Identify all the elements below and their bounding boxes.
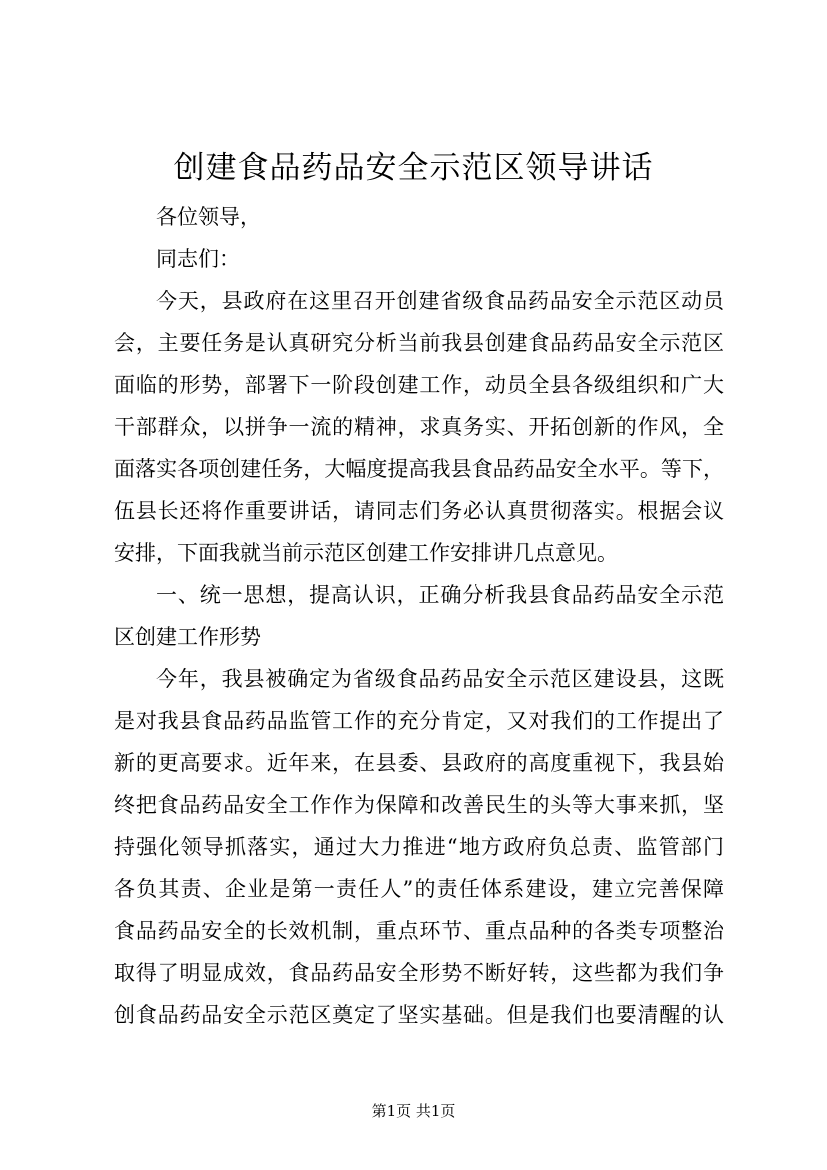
body-line: 干部群众，以拼争一流的精神，求真务实、开拓创新的作风，全 xyxy=(114,415,724,439)
body-line: 伍县长还将作重要讲话，请同志们务必认真贯彻落实。根据会议 xyxy=(114,499,724,523)
body-line: 一、统一思想，提高认识，正确分析我县食品药品安全示范 xyxy=(156,583,724,607)
document-body xyxy=(114,196,724,1036)
body-line: 终把食品药品安全工作作为保障和改善民生的头等大事来抓，坚 xyxy=(114,793,724,817)
body-line: 今年，我县被确定为省级食品药品安全示范区建设县，这既 xyxy=(156,667,724,691)
body-line: 面落实各项创建任务，大幅度提高我县食品药品安全水平。等下， xyxy=(114,457,724,481)
body-line: 取得了明显成效，食品药品安全形势不断好转，这些都为我们争 xyxy=(114,961,724,985)
body-line: 新的更高要求。近年来，在县委、县政府的高度重视下，我县始 xyxy=(114,751,724,775)
body-line: 安排，下面我就当前示范区创建工作安排讲几点意见。 xyxy=(114,541,618,565)
document-title: 创建食品药品安全示范区领导讲话 xyxy=(173,150,654,186)
body-line: 创食品药品安全示范区奠定了坚实基础。但是我们也要清醒的认 xyxy=(114,1003,724,1027)
body-line: 持强化领导抓落实，通过大力推进“地方政府负总责、监管部门 xyxy=(114,835,724,859)
body-line: 面临的形势，部署下一阶段创建工作，动员全县各级组织和广大 xyxy=(114,373,724,397)
page-footer: 第1页 共1页 xyxy=(371,1102,456,1120)
body-line: 同志们： xyxy=(156,247,240,271)
body-line: 会，主要任务是认真研究分析当前我县创建食品药品安全示范区 xyxy=(114,331,724,355)
body-line: 是对我县食品药品监管工作的充分肯定，又对我们的工作提出了 xyxy=(114,709,724,733)
body-line: 今天，县政府在这里召开创建省级食品药品安全示范区动员 xyxy=(156,289,724,313)
body-line: 各负其责、企业是第一责任人”的责任体系建设，建立完善保障 xyxy=(114,877,724,901)
body-line: 各位领导， xyxy=(156,205,261,229)
body-line: 区创建工作形势 xyxy=(114,625,261,649)
body-line: 食品药品安全的长效机制，重点环节、重点品种的各类专项整治 xyxy=(114,919,724,943)
